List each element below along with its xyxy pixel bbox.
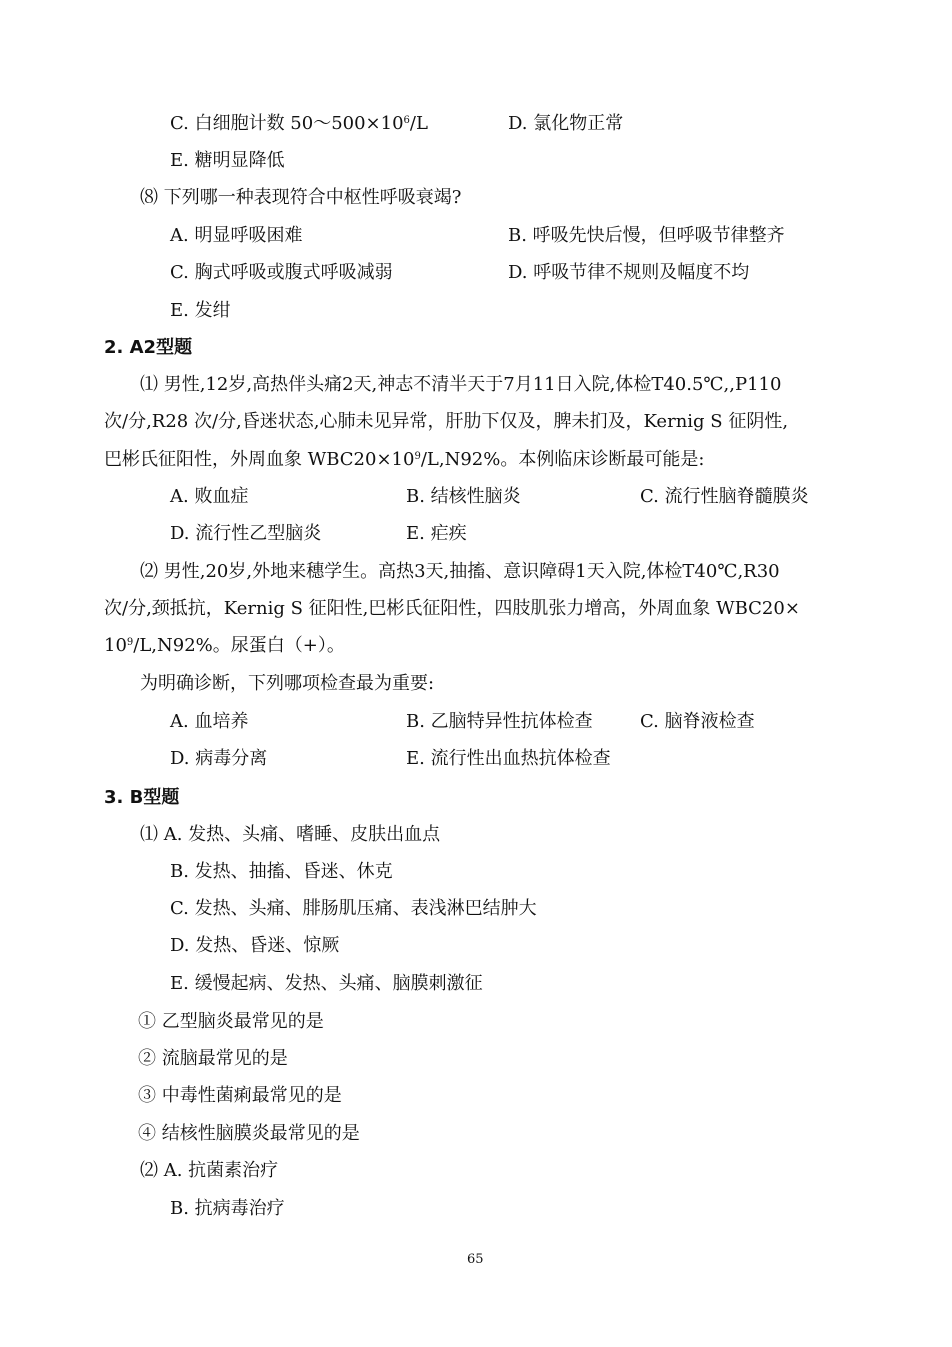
- a2-q1-option-c: C. 流行性脑脊髓膜炎: [640, 486, 809, 507]
- b-g1-option-b: B. 发热、抽搐、昏迷、休克: [170, 861, 393, 882]
- a2-q2-stem-text: 10: [104, 635, 127, 656]
- a2-q1-exponent: 9: [414, 451, 421, 462]
- q8-option-c: C. 胸式呼吸或腹式呼吸减弱: [170, 262, 393, 283]
- b-g1-option-a: ⑴ A. 发热、头痛、嗜睡、皮肤出血点: [140, 824, 441, 845]
- q7-option-d: D. 氯化物正常: [508, 113, 624, 134]
- b-g1-question-3: ③ 中毒性菌痢最常见的是: [138, 1085, 342, 1106]
- q7-option-e: E. 糖明显降低: [170, 150, 285, 171]
- q8-option-b: B. 呼吸先快后慢，但呼吸节律整齐: [508, 225, 785, 246]
- section-b-heading: 3. B型题: [104, 787, 180, 808]
- b-g1-question-2: ② 流脑最常见的是: [138, 1048, 288, 1069]
- b-g2-option-b: B. 抗病毒治疗: [170, 1198, 285, 1219]
- a2-q1-stem-line2: 次/分,R28 次/分,昏迷状态,心肺未见异常，肝肋下仅及，脾未扪及，Kernig S 征阴性,: [104, 411, 789, 432]
- a2-q1-stem-line3: [104, 448, 704, 472]
- q8-option-d: D. 呼吸节律不规则及幅度不均: [508, 262, 750, 283]
- b-g1-option-d: D. 发热、昏迷、惊厥: [170, 935, 340, 956]
- q7-option-c-unit: /L: [409, 113, 428, 134]
- a2-q2-stem-line2: 次/分,颈抵抗，Kernig S 征阳性,巴彬氏征阳性，四肢肌张力增高，外周血象 WBC20×: [104, 598, 800, 619]
- b-g1-question-4: ④ 结核性脑膜炎最常见的是: [138, 1123, 360, 1144]
- a2-q1-stem-text: 巴彬氏征阳性，外周血象 WBC20×10: [104, 449, 415, 470]
- a2-q1-stem-line1: ⑴ 男性,12岁,高热伴头痛2天,神志不清半天于7月11日入院,体检T40.5℃,,P110: [140, 374, 782, 395]
- a2-q2-question: 为明确诊断，下列哪项检查最为重要:: [140, 673, 435, 694]
- a2-q2-option-e: E. 流行性出血热抗体检查: [406, 748, 611, 769]
- a2-q2-option-d: D. 病毒分离: [170, 748, 268, 769]
- a2-q2-option-c: C. 脑脊液检查: [640, 711, 755, 732]
- a2-q2-stem-line3: [104, 634, 345, 658]
- a2-q2-stem-tail: /L,N92%。尿蛋白（+）。: [133, 635, 345, 656]
- b-g1-question-1: ① 乙型脑炎最常见的是: [138, 1011, 324, 1032]
- a2-q1-stem-tail: /L,N92%。本例临床诊断最可能是:: [420, 449, 705, 470]
- a2-q1-option-a: A. 败血症: [170, 486, 249, 507]
- q8-stem: ⑻ 下列哪一种表现符合中枢性呼吸衰竭?: [140, 187, 462, 208]
- q7-option-c-text: C. 白细胞计数 50～500×10: [170, 113, 404, 134]
- a2-q1-option-b: B. 结核性脑炎: [406, 486, 521, 507]
- q7-option-c: [170, 112, 428, 136]
- a2-q1-option-e: E. 疟疾: [406, 523, 467, 544]
- a2-q2-exponent: 9: [126, 637, 134, 648]
- a2-q2-option-a: A. 血培养: [170, 711, 249, 732]
- b-g1-option-c: C. 发热、头痛、腓肠肌压痛、表浅淋巴结肿大: [170, 898, 537, 919]
- q8-option-a: A. 明显呼吸困难: [170, 225, 303, 246]
- b-g2-option-a: ⑵ A. 抗菌素治疗: [140, 1160, 279, 1181]
- q8-option-e: E. 发绀: [170, 300, 231, 321]
- a2-q2-stem-line1: ⑵ 男性,20岁,外地来穗学生。高热3天,抽搐、意识障碍1天入院,体检T40℃,R30: [140, 561, 780, 582]
- b-g1-option-e: E. 缓慢起病、发热、头痛、脑膜刺激征: [170, 973, 483, 994]
- a2-q2-option-b: B. 乙脑特异性抗体检查: [406, 711, 593, 732]
- a2-q1-option-d: D. 流行性乙型脑炎: [170, 523, 322, 544]
- page-number: 65: [467, 1252, 484, 1267]
- section-a2-heading: 2. A2型题: [104, 337, 193, 358]
- q7-option-c-exponent: 6: [403, 115, 410, 126]
